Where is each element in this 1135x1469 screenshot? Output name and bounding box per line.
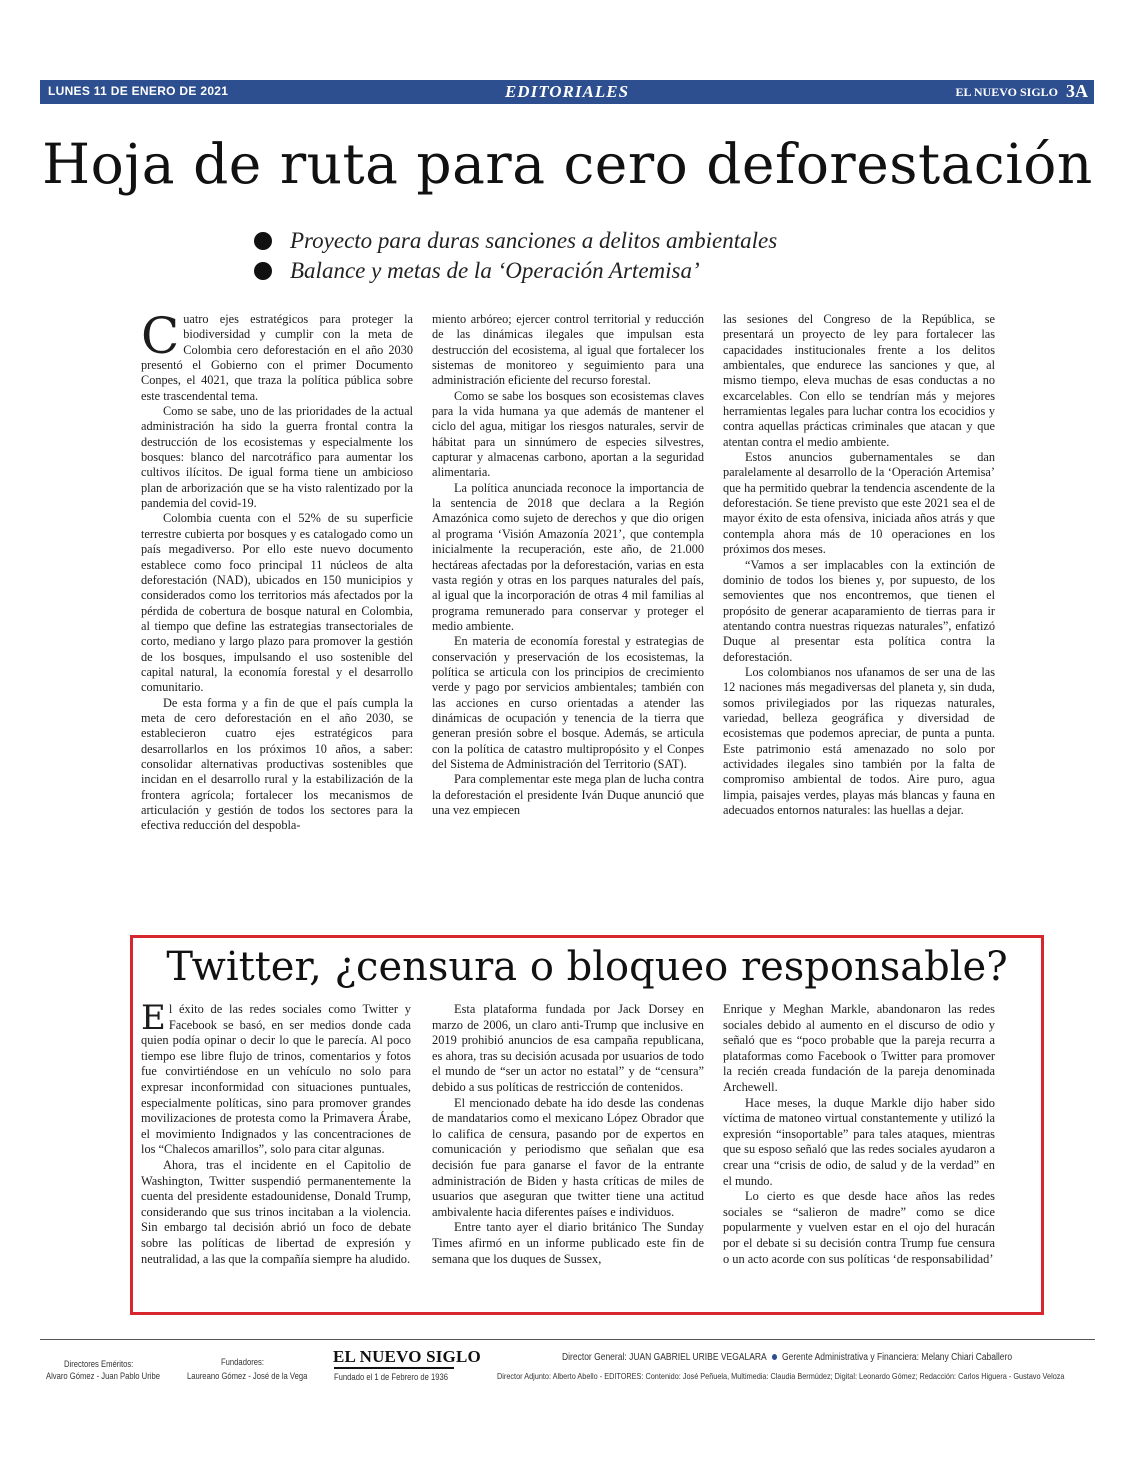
page-header-bar xyxy=(40,80,1094,104)
article1-column-1 xyxy=(141,307,413,834)
article-paragraph: “Vamos a ser implacables con la extinción de dominio de todos los bienes y, por supuesto, de los semovientes que nos encontremos, que tienen el propósito de generar acaparamiento de tierras para ir atentando contra nuestras riquezas naturales”, enfatizó Duque al presentar esta política contra la deforestación. xyxy=(723,557,995,664)
paragraph-text: uatro ejes estratégicos para proteger la biodiversidad y cumplir con la meta de Colombia cero deforestación en el año 2030 presentó el Gobierno con el primer Documento Conpes, el 4021, que traza la política pública sobre este trascendental tema. xyxy=(141,312,413,403)
twitter-editorial-headline: Twitter, ¿censura o bloqueo responsable? xyxy=(166,944,1008,990)
masthead-brand: EL NUEVO SIGLO xyxy=(955,85,1058,99)
article-paragraph: las sesiones del Congreso de la República, se presentará un proyecto de ley para fortalecer las capacidades institucionales frente a los delitos ambientales, que endurece las sanciones y que, al mismo tiempo, eleva muchas de esas conductas a no excarcelables. Con ello se tendrían más y mejores herramientas legales para luchar contra los ecocidios y contra aquellas prácticas criminales que atacan y que atentan contra el medio ambiente. xyxy=(723,312,995,449)
editors-line: Director Adjunto: Alberto Abello - EDITORES: Contenido: José Peñuela, Multimedia: Claudia Bermúdez; Digital: Leonardo Gómez; Redacción: Carlos Higuera - Gustavo Veloza xyxy=(497,1371,1065,1381)
article-paragraph: Enrique y Meghan Markle, abandonaron las redes sociales debido al aumento en el discurso de odio y señaló que es “poco probable que la pareja recurra a plataformas como Facebook o Twitter para promover la recién creada fundación de la pareja denominada Archewell. xyxy=(723,1002,995,1094)
article-paragraph: Colombia cuenta con el 52% de su superficie terrestre cubierta por bosques y es catalogado como un país megadiverso. Por ello este nuevo documento establece como foco principal 11 núcleos de alta deforestación (NAD), ubicados en 150 municipios y considerados como los territorios más afectados por la pérdida de cobertura de bosque natural en Colombia, al tiempo que define las estrategias transectoriales de corto, mediano y largo plazo para promover la gestión de los bosques, impulsando el uso sostenible del capital natural, la economía forestal y el desarrollo comunitario. xyxy=(141,511,413,695)
directores-names: Alvaro Gómez - Juan Pablo Uribe xyxy=(46,1371,160,1381)
directores-label: Directores Eméritos: xyxy=(64,1359,134,1369)
article-paragraph: Como se sabe, uno de las prioridades de la actual administración ha sido la guerra frontal contra la destrucción de los ecosistemas y especialmente los bosques: blanco del narcotráfico para aumentar los cultivos ilícitos. De igual forma tiene un ambicioso plan de arborización que se ha visto ralentizado por la pandemia del covid-19. xyxy=(141,404,413,511)
article-paragraph: Lo cierto es que desde hace años las redes sociales se “salieron de madre” como se dice popularmente y vuelven estar en el ojo del huracán por el debate si su decisión contra Trump fue censura o un acto acorde con sus políticas ‘de responsabilidad’ xyxy=(723,1189,995,1266)
article-paragraph: Los colombianos nos ufanamos de ser una de las 12 naciones más megadiversas del planeta y, sin duda, somos privilegiados por las riquezas naturales, variedad, belleza geográfica y diversidad de ecosistemas que podemos apreciar, de punta a punta. Este patrimonio está amenazado no solo por actividades ilegales sino también por la falta de compromiso ambiental de todos. Aire puro, agua limpia, paisajes verdes, playas más blancas y fauna en adecuados entornos naturales: las huellas a dejar. xyxy=(723,664,995,817)
bullet-text: Proyecto para duras sanciones a delitos ambientales xyxy=(290,228,778,253)
headline-bullets xyxy=(254,226,777,286)
fundadores-names: Laureano Gómez - José de la Vega xyxy=(187,1371,308,1381)
bullet-dot-icon xyxy=(254,262,272,280)
separator-dot-icon xyxy=(772,1354,777,1360)
article-paragraph: De esta forma y a fin de que el país cumpla la meta de cero deforestación en el año 2030, se establecieron cuatro ejes estratégicos para desarrollarlos en los próximos 10 años, a saber: consolidar alternativas productivas sostenibles que incidan en el desarrollo rural y la estabilización de la frontera agrícola; fortalecer los mecanismos de articulación y gestión de todos los sectores para la efectiva reducción del despobla- xyxy=(141,695,413,833)
issue-date: LUNES 11 DE ENERO DE 2021 xyxy=(48,84,229,98)
article1-column-3 xyxy=(723,312,995,818)
article-paragraph: Entre tanto ayer el diario británico The Sunday Times afirmó en un informe publicado este fin de semana que los duques de Sussex, xyxy=(432,1220,704,1266)
page-number: 3A xyxy=(1066,81,1088,101)
fundadores-label: Fundadores: xyxy=(221,1357,264,1367)
article-paragraph: miento arbóreo; ejercer control territorial y reducción de las dinámicas ilegales que impulsan esta destrucción del ecosistema, al igual que fortalecer los sistemas de monitoreo y seguimiento para una administración eficiente del recurso forestal. xyxy=(432,312,704,388)
paragraph-text: l éxito de las redes sociales como Twitter y Facebook se basó, en ser medios donde cada quien podía opinar o decir lo que le parecía. Al poco tiempo ese libre flujo de trinos, comentarios y fotos fue convirtiéndose en un vehículo no solo para expresar inconformidad con situaciones puntuales, especialmente políticas, sino para promover grandes movilizaciones de protesta como la Primavera Árabe, el movimiento Indignados y las concentraciones de los “Chalecos amarillos”, solo para citar algunas. xyxy=(141,1002,411,1157)
article-paragraph: Ahora, tras el incidente en el Capitolio de Washington, Twitter suspendió permanentemente la cuenta del presidente estadounidense, Donald Trump, considerando que sus trinos incitaban a la violencia. Sin embargo tal decisión abrió un foco de debate sobre las políticas de libertad de expresión y neutralidad, a las que la compañía siempre ha aludido. xyxy=(141,1157,411,1266)
bullet-dot-icon xyxy=(254,232,272,250)
drop-cap: E xyxy=(141,998,166,1038)
article-paragraph xyxy=(141,998,411,1158)
article-paragraph: Esta plataforma fundada por Jack Dorsey en marzo de 2006, un claro anti-Trump que inclusive en 2019 prohibió anuncios de esa campaña republicana, es ahora, tras su decisión acusada por usuarios de todo el mundo de “ser un actor no estatal” y de “censura” debido a sus políticas de restricción de contenidos. xyxy=(432,1002,704,1094)
article-paragraph: La política anunciada reconoce la importancia de la sentencia de 2018 que declara a la Región Amazónica como sujeto de derechos y que dio origen al programa ‘Visión Amazonía 2021’, que contempla inicialmente la recuperación, este año, de 21.000 hectáreas afectadas por la deforestación, varias en esta vasta región y otras en los parques naturales del país, al igual que la incorporación de otras 4 mil familias al programa remunerado para conservar y proteger el medio ambiente. xyxy=(432,480,704,633)
article-paragraph: Hace meses, la duque Markle dijo haber sido víctima de matoneo virtual constantemente y utilizó la expresión “insoportable” para tales ataques, mientras que su esposo señaló que las redes sociales ayudaron a crear una “crisis de odio, de salud y de la verdad” en el mundo. xyxy=(723,1095,995,1188)
footer-staff-line xyxy=(562,1352,1012,1363)
drop-cap: C xyxy=(141,307,180,365)
gerente: Gerente Administrativa y Financiera: Melany Chiari Caballero xyxy=(782,1352,1013,1363)
article2-column-2 xyxy=(432,1002,704,1267)
founded-date: Fundado el 1 de Febrero de 1936 xyxy=(334,1372,448,1382)
article-paragraph: Como se sabe los bosques son ecosistemas claves para la vida humana ya que además de mantener el ciclo del agua, mitigar los riesgos naturales, servir de hábitat para un sinnúmero de especies silvestres, capturar y almacenas carbono, aportan a la seguridad alimentaria. xyxy=(432,388,704,480)
article-paragraph xyxy=(141,307,413,404)
article-paragraph: Para complementar este mega plan de lucha contra la deforestación el presidente Iván Duque anunció que una vez empiecen xyxy=(432,772,704,817)
article-paragraph: El mencionado debate ha ido desde las condenas de mandatarios como el mexicano López Obrador que lo califica de censura, pasando por de expertos en comunicación y periodismo que señalan que esa decisión fue para ganarse el favor de la entrante administración de Biden y hasta críticas de miles de usuarios que aseguran que twitter tiene una actitud ambivalente hacia diferentes países e individuos. xyxy=(432,1095,704,1219)
footer-logo-underline xyxy=(334,1367,454,1369)
article1-column-2 xyxy=(432,312,704,818)
article2-column-3 xyxy=(723,1002,995,1267)
section-title: EDITORIALES xyxy=(504,82,630,101)
main-editorial-headline: Hoja de ruta para cero deforestación xyxy=(42,132,1093,196)
bullet-item xyxy=(254,226,777,256)
article-paragraph: Estos anuncios gubernamentales se dan paralelamente al desarrollo de la ‘Operación Artemisa’ que ha permitido quebrar la tendencia ascendente de la deforestación. Se tiene previsto que este 2021 sea el de mayor éxito de esta ofensiva, iniciada años atrás y que contempla ahora más de 10 operaciones en los próximos dos meses. xyxy=(723,450,995,557)
bullet-item xyxy=(254,256,777,286)
director-general: Director General: JUAN GABRIEL URIBE VEGALARA xyxy=(562,1352,767,1363)
article-paragraph: En materia de economía forestal y estrategias de conservación y preservación de los ecosistemas, la política se articula con los principios de crecimiento verde y pago por servicios ambientales; también con las acciones en curso orientadas a atender las dinámicas de ocupación y tenencia de la tierra que generan presión sobre el bosque. Además, se articula con la política de catastro multipropósito y el Conpes del Sistema de Administración del Territorio (SAT). xyxy=(432,634,704,771)
article2-column-1 xyxy=(141,998,411,1267)
bullet-text: Balance y metas de la ‘Operación Artemisa’ xyxy=(290,258,700,283)
footer-logo: EL NUEVO SIGLO xyxy=(333,1347,481,1366)
footer-divider xyxy=(40,1339,1095,1340)
